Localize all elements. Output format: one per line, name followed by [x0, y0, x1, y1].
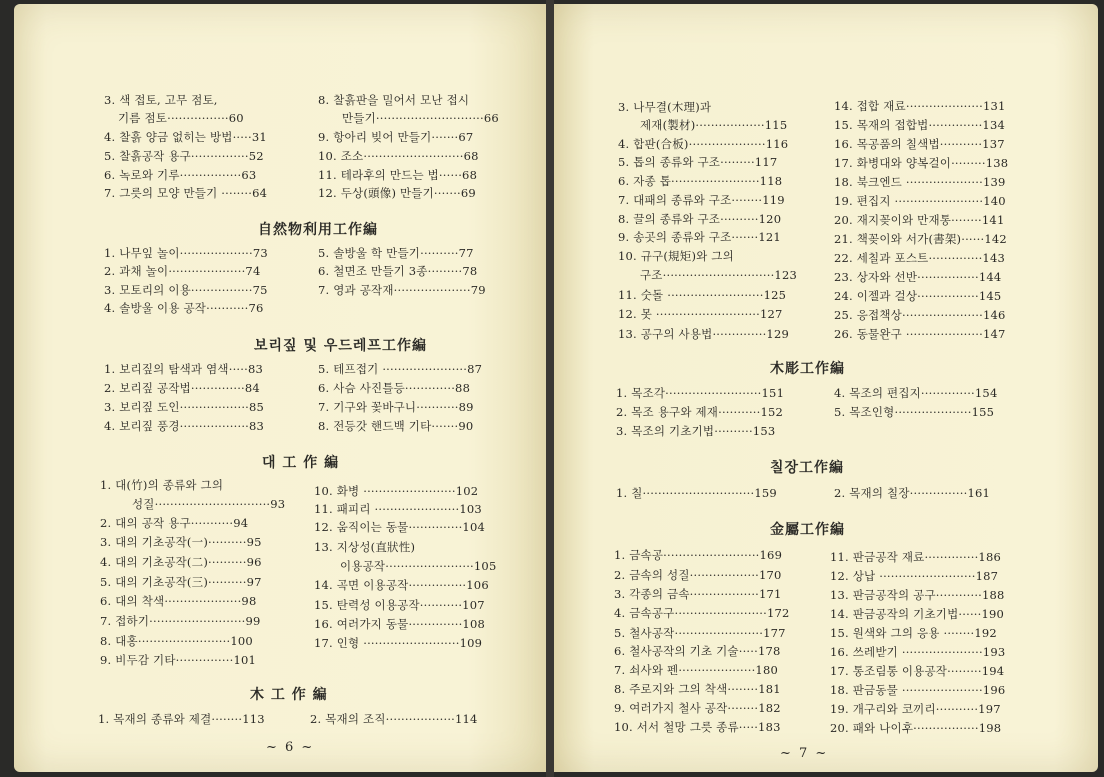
toc-entry: 12. 움직이는 동물··············104 [314, 520, 485, 534]
section-heading: 대 工 作 編 [262, 455, 340, 471]
toc-entry: 5. 목조인형····················155 [834, 405, 995, 419]
toc-entry: 1. 보리짚의 탐색과 염색·····83 [104, 362, 264, 376]
toc-entry: 4. 찰흙 양금 없히는 방법·····31 [104, 130, 267, 144]
toc-entry: 2. 목재의 칠장···············161 [834, 486, 991, 500]
toc-entry: 8. 대홍························100 [100, 634, 253, 648]
toc-entry: 12. 상납 ·························187 [830, 569, 999, 583]
toc-entry: 2. 대의 공작 용구···········94 [100, 516, 249, 530]
toc-entry: 13. 공구의 사용법··············129 [618, 327, 789, 341]
toc-entry: 7. 대패의 종류와 구조········119 [618, 193, 785, 207]
toc-entry: 2. 목조 용구와 제재···········152 [616, 405, 784, 419]
toc-entry: 만들기····························66 [342, 111, 499, 125]
toc-entry: 성질······························93 [132, 497, 286, 511]
toc-entry: 18. 판금동물 ·····················196 [830, 683, 1006, 697]
toc-entry: 12. 두상(頭像) 만들기·······69 [318, 186, 476, 200]
toc-entry: 4. 솔방울 이용 공작···········76 [104, 301, 264, 315]
toc-entry: 7. 접하기·························99 [100, 614, 261, 628]
toc-entry: 16. 여러가지 동물··············108 [314, 617, 485, 631]
toc-entry: 7. 그릇의 모양 만들기 ········64 [104, 186, 268, 200]
toc-entry: 7. 기구와 꽃바구니···········89 [318, 400, 474, 414]
toc-entry: 17. 통조림통 이용공작·········194 [830, 664, 1005, 678]
toc-entry: 6. 철사공작의 기초 기술·····178 [614, 644, 781, 658]
toc-entry: 4. 보리짚 풍경··················83 [104, 419, 265, 433]
toc-entry: 14. 곡면 이용공작···············106 [314, 578, 489, 592]
toc-entry: 6. 사슴 사진틀등·············88 [318, 381, 471, 395]
toc-entry: 구조·····························123 [640, 268, 797, 282]
toc-entry: 10. 조소··························68 [318, 149, 479, 163]
toc-entry: 20. 재지꽂이와 만재통········141 [834, 213, 1005, 227]
toc-entry: 8. 찰흙판을 밀어서 모난 접시 [318, 93, 470, 107]
toc-entry: 22. 세칠과 포스트··············143 [834, 251, 1005, 265]
toc-entry: 8. 주로지와 그의 착색········181 [614, 682, 781, 696]
toc-entry: 3. 나무결(木理)과 [618, 100, 712, 114]
toc-entry: 6. 자종 톱·······················118 [618, 174, 783, 188]
toc-entry: 5. 찰흙공작 용구···············52 [104, 149, 264, 163]
toc-entry: 3. 모토리의 이용················75 [104, 283, 268, 297]
toc-entry: 18. 북크엔드 ····················139 [834, 175, 1006, 189]
section-heading: 칠장工作編 [770, 460, 845, 476]
page-number: ~ 7 ~ [780, 746, 829, 761]
toc-entry: 16. 쓰레받기 ·····················193 [830, 645, 1006, 659]
toc-entry: 17. 화병대와 양복걸이·········138 [834, 156, 1009, 170]
toc-entry: 14. 접합 재료····················131 [834, 99, 1006, 113]
toc-entry: 21. 책꽂이와 서가(書架)······142 [834, 232, 1007, 246]
toc-entry: 9. 여러가지 철사 공작········182 [614, 701, 781, 715]
toc-entry: 3. 각종의 금속··················171 [614, 587, 782, 601]
toc-entry: 1. 금속공·························169 [614, 548, 783, 562]
toc-entry: 11. 테라후의 만드는 법······68 [318, 168, 478, 182]
toc-entry: 3. 보리짚 도인··················85 [104, 400, 265, 414]
toc-entry: 5. 대의 기초공작(三)··········97 [100, 575, 262, 589]
book-gutter [546, 0, 554, 777]
toc-entry: 23. 상자와 선반················144 [834, 270, 1002, 284]
toc-entry: 5. 솔방울 학 만들기··········77 [318, 246, 474, 260]
toc-entry: 11. 판금공작 재료··············186 [830, 550, 1001, 564]
page-number: ~ 6 ~ [266, 740, 315, 755]
toc-entry: 13. 판금공작의 공구············188 [830, 588, 1005, 602]
toc-entry: 4. 합판(合板)····················116 [618, 137, 789, 151]
toc-entry: 1. 대(竹)의 종류와 그의 [100, 478, 224, 492]
toc-entry: 10. 화병 ························102 [314, 484, 479, 498]
toc-entry: 11. 숫돌 ·························125 [618, 288, 787, 302]
section-heading: 金屬工作編 [770, 522, 845, 538]
toc-entry: 26. 동물완구 ····················147 [834, 327, 1006, 341]
toc-entry: 6. 철면조 만들기 3종·········78 [318, 264, 478, 278]
section-heading: 木彫工作編 [770, 361, 845, 377]
toc-entry: 17. 인형 ·························109 [314, 636, 483, 650]
toc-entry: 15. 원색와 그의 응용 ········192 [830, 626, 997, 640]
toc-entry: 24. 이젤과 걸상················145 [834, 289, 1002, 303]
toc-entry: 4. 목조의 편집지··············154 [834, 386, 998, 400]
toc-entry: 7. 쇠사와 펜····················180 [614, 663, 778, 677]
section-heading: 보리짚 및 우드레프工作編 [254, 338, 427, 354]
toc-entry: 6. 녹로와 기루················63 [104, 168, 257, 182]
toc-entry: 7. 영과 공작재····················79 [318, 283, 486, 297]
toc-entry: 9. 송곳의 종류와 구조·······121 [618, 230, 781, 244]
section-heading: 木 工 作 編 [250, 687, 328, 703]
toc-entry: 9. 항아리 빚어 만들기·······67 [318, 130, 474, 144]
toc-entry: 19. 편집지 ·······················140 [834, 194, 1006, 208]
toc-entry: 6. 대의 착색····················98 [100, 594, 257, 608]
toc-entry: 1. 나무잎 놀이···················73 [104, 246, 268, 260]
toc-entry: 1. 목조각·························151 [616, 386, 785, 400]
toc-entry: 3. 목조의 기초기법··········153 [616, 424, 776, 438]
toc-entry: 1. 칠·····························159 [616, 486, 777, 500]
toc-entry: 2. 보리짚 공작법··············84 [104, 381, 260, 395]
toc-entry: 19. 개구리와 코끼리···········197 [830, 702, 1001, 716]
toc-entry: 15. 목재의 접합법··············134 [834, 118, 1005, 132]
toc-entry: 10. 서서 철망 그릇 종류·····183 [614, 720, 781, 734]
toc-entry: 16. 목공품의 칠색법···········137 [834, 137, 1005, 151]
toc-entry: 5. 톱의 종류와 구조·········117 [618, 155, 778, 169]
toc-entry: 4. 금속공구························172 [614, 606, 790, 620]
toc-entry: 4. 대의 기초공작(二)··········96 [100, 555, 262, 569]
toc-entry: 8. 전등갓 핸드백 기타·······90 [318, 419, 474, 433]
toc-entry: 3. 색 접토, 고무 점토, [104, 93, 218, 107]
toc-entry: 2. 목재의 조직··················114 [310, 712, 478, 726]
toc-entry: 5. 테프접기 ······················87 [318, 362, 483, 376]
toc-entry: 이용공작·······················105 [340, 559, 497, 573]
toc-entry: 9. 비두감 기타···············101 [100, 653, 257, 667]
toc-entry: 기름 점토················60 [118, 111, 244, 125]
toc-entry: 5. 철사공작·······················177 [614, 626, 786, 640]
toc-entry: 11. 패피리 ······················103 [314, 502, 482, 516]
toc-entry: 10. 규구(規矩)와 그의 [618, 249, 734, 263]
toc-entry: 12. 못 ···························127 [618, 307, 783, 321]
toc-entry: 20. 패와 나이후·················198 [830, 721, 1002, 735]
toc-entry: 13. 지상성(直狀性) [314, 540, 416, 554]
toc-entry: 14. 판금공작의 기초기법······190 [830, 607, 1005, 621]
toc-entry: 25. 응접책상·····················146 [834, 308, 1006, 322]
section-heading: 自然物利用工作編 [258, 222, 378, 238]
toc-entry: 1. 목재의 종류와 제결········113 [98, 712, 265, 726]
toc-entry: 8. 끌의 종류와 구조··········120 [618, 212, 782, 226]
toc-entry: 2. 금속의 성질··················170 [614, 568, 782, 582]
toc-entry: 15. 탄력성 이용공작···········107 [314, 598, 485, 612]
toc-entry: 2. 과채 놀이····················74 [104, 264, 261, 278]
toc-entry: 제재(製材)··················115 [640, 118, 788, 132]
toc-entry: 3. 대의 기초공작(一)··········95 [100, 535, 262, 549]
